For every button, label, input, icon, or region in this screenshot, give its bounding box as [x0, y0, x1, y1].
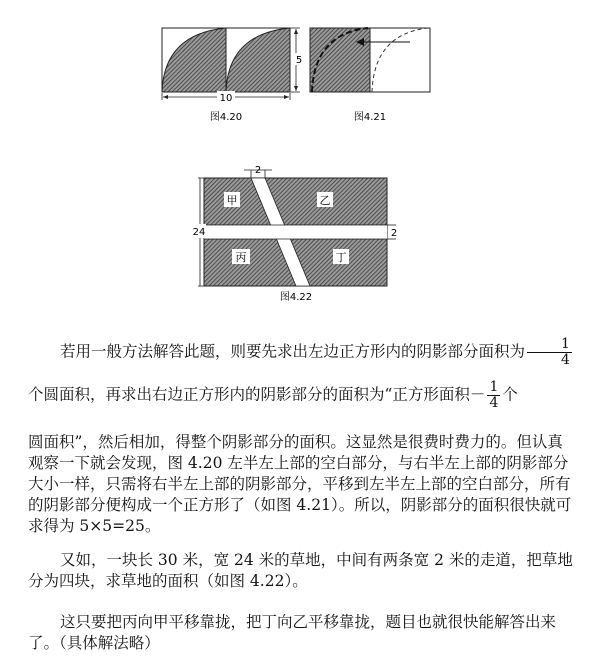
height-label: 5 [295, 55, 303, 66]
figure-4-20 [150, 20, 310, 126]
width-label: 10 [219, 93, 233, 104]
paragraph-1-line-2: 个圆面积，再求出右边正方形内的阴影部分的面积为“正方形面积－ $\frac{1}{4}$ 个 [28, 379, 518, 411]
figure-caption: 图4.21 [353, 112, 387, 123]
figure-4-22 [190, 160, 410, 306]
paragraph-3: 这只要把丙向甲平移靠拢，把丁向乙平移靠拢，题目也就很快能解答出来了。（具体解法略） [28, 613, 557, 652]
road-width-top: 2 [254, 165, 262, 176]
paragraph-1-body: 圆面积”，然后相加，得整个阴影部分的面积。这显然是很费时费力的。但认真观察一下就会发现，图 4.20 左半左上部的空白部分，与右半左上部的阴影部分大小一样，只需将右半左上部的阴影部分，平移到左半左上部的空白部分，所有的阴影部分便构成一个正方形了（如图 4.21）。所以，阴影部分的面积很快就可求得为 5×5=25。 [28, 433, 572, 535]
fraction-quarter: $\frac{1}{4}$ [489, 379, 499, 411]
paragraph-2: 又如，一块长 30 米，宽 24 米的草地，中间有两条宽 2 米的走道，把草地分为四块，求草地的面积（如图 4.22）。 [28, 551, 573, 590]
figure-caption: 图4.22 [279, 292, 313, 303]
plot-ding-label: 丁 [335, 251, 347, 264]
figure-caption: 图4.20 [209, 112, 243, 123]
plot-jia-label: 甲 [226, 194, 238, 207]
plot-yi-label: 乙 [319, 194, 331, 207]
road-width-right: 2 [390, 228, 398, 239]
plot-bing-label: 丙 [235, 251, 247, 264]
field-height-label: 24 [192, 227, 206, 238]
figure-4-21 [300, 20, 440, 126]
fraction-quarter: $\frac{1}{4}$ [527, 337, 572, 368]
paragraph-1-line-1: 若用一般方法解答此题，则要先求出左边正方形内的阴影部分面积为 $\frac{1}{4}$ [60, 336, 570, 368]
